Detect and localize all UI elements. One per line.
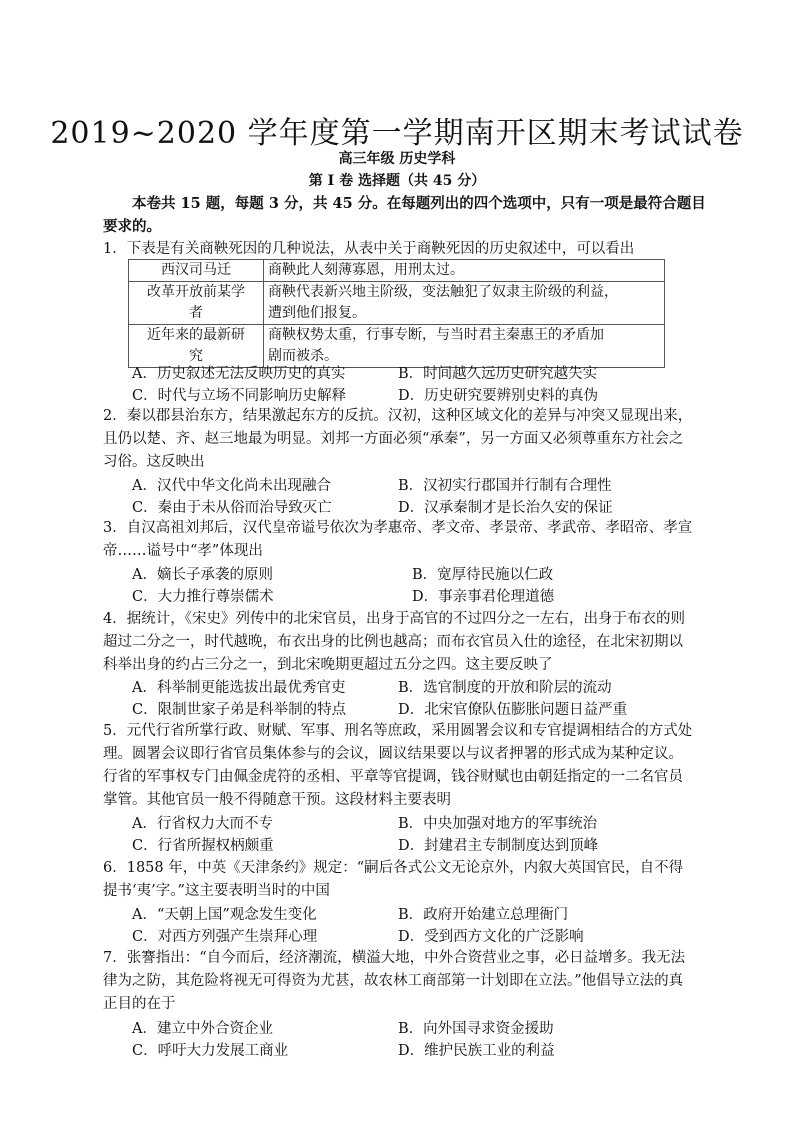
grade-subject: 高三年级 历史学科 [338, 151, 456, 167]
table-cell-source [129, 260, 264, 282]
q6-option-b[interactable]: B．政府开始建立总理衙门 [398, 907, 569, 923]
q3-stem-line-1: 3．自汉高祖刘邦后，汉代皇帝谥号依次为孝惠帝、孝文帝、孝景帝、孝武帝、孝昭帝、孝宣 [103, 520, 693, 536]
q6-stem-line-2: 提书‘夷’字。”这主要表明当时的中国 [103, 883, 330, 899]
table-row [129, 260, 665, 282]
q7-option-a[interactable]: A．建立中外合资企业 [132, 1021, 273, 1037]
q6-option-c[interactable]: C．对西方列强产生崇拜心理 [132, 929, 318, 945]
table-cell-view [264, 260, 665, 282]
q3-option-d[interactable]: D．事亲事君伦理道德 [412, 589, 555, 605]
q2-stem-line-1: 2．秦以郡县治东方，结果激起东方的反抗。汉初，这种区域文化的差异与冲突又显现出来， [103, 408, 693, 424]
cell-text: 改革开放前某学 [147, 284, 245, 300]
q7-stem-line-3: 正目的在于 [103, 996, 176, 1012]
table-cell-source [129, 282, 264, 325]
instructions-line-1: 本卷共 15 题，每题 3 分，共 45 分。在每题列出的四个选项中，只有一项是最符合题目 [132, 195, 706, 212]
q4-stem-line-2: 超过二分之一，时代越晚，布衣出身的比例也越高；而布衣官员入仕的途径，在北宋初期以 [103, 634, 683, 650]
q5-stem-line-3: 行省的军事权专门由佩金虎符的丞相、平章等官提调，钱谷财赋也由朝廷指定的一二名官员 [103, 769, 683, 785]
q5-option-c[interactable]: C．行省所握权柄颇重 [132, 838, 274, 854]
q1-option-a[interactable]: A．历史叙述无法反映历史的真实 [132, 366, 346, 382]
q3-stem-line-2: 帝……谥号中“孝”体现出 [103, 543, 263, 559]
table-row [129, 282, 665, 325]
q7-option-b[interactable]: B．向外国寻求资金援助 [398, 1021, 554, 1037]
q5-stem-line-1: 5．元代行省所掌行政、财赋、军事、刑名等庶政，采用圆署会议和专官提调相结合的方式处 [103, 723, 693, 739]
q1-option-d[interactable]: D．历史研究要辨别史料的真伪 [398, 388, 599, 404]
q5-stem-line-4: 掌管。其他官员一般不得随意干预。这段材料主要表明 [103, 792, 451, 808]
cell-text: 遭到他们报复。 [268, 305, 366, 321]
q4-option-a[interactable]: A．科举制更能选拔出最优秀官吏 [132, 680, 346, 696]
q2-option-d[interactable]: D．汉承秦制才是长治久安的保证 [398, 500, 613, 516]
q2-option-a[interactable]: A．汉代中华文化尚未出现融合 [132, 478, 331, 494]
q6-option-d[interactable]: D．受到西方文化的广泛影响 [398, 929, 584, 945]
q1-source-table [128, 259, 665, 368]
cell-text: 商鞅代表新兴地主阶级，变法触犯了奴隶主阶级的利益， [268, 284, 618, 300]
cell-text: 近年来的最新研 [147, 327, 245, 343]
q4-option-c[interactable]: C．限制世家子弟是科举制的特点 [132, 702, 347, 718]
cell-text: 商鞅此人刻薄寡恩，用刑太过。 [268, 262, 464, 278]
table-cell-view [264, 282, 665, 325]
q6-stem-line-1: 6．1858 年，中英《天津条约》规定：“嗣后各式公文无论京外，内叙大英国官民，自不得 [103, 860, 684, 876]
q5-option-a[interactable]: A．行省权力大而不专 [132, 816, 273, 832]
instructions-line-2: 要求的。 [103, 218, 161, 235]
table-cell-view [264, 325, 665, 368]
exam-title: 2019~2020 学年度第一学期南开区期末考试试卷 [50, 116, 744, 151]
section-heading: 第 I 卷 选择题（共 45 分） [308, 173, 486, 189]
q3-option-c[interactable]: C．大力推行尊崇儒术 [132, 589, 274, 605]
instructions [103, 192, 723, 238]
q2-option-c[interactable]: C．秦由于未从俗而治导致灭亡 [132, 500, 332, 516]
q5-option-b[interactable]: B．中央加强对地方的军事统治 [398, 816, 598, 832]
q6-option-a[interactable]: A．“天朝上国”观念发生变化 [132, 907, 317, 923]
q5-stem-line-2: 理。圆署会议即行省官员集体参与的会议，圆议结果要以与议者押署的形式成为某种定议。 [103, 746, 683, 762]
q1-option-c[interactable]: C．时代与立场不同影响历史解释 [132, 388, 347, 404]
cell-text: 商鞅权势太重，行事专断，与当时君主秦惠王的矛盾加 [268, 327, 604, 343]
q3-option-a[interactable]: A．嫡长子承袭的原则 [132, 567, 273, 583]
q7-stem-line-1: 7．张謇指出：“自今而后，经济潮流，横溢大地，中外合资营业之事，必日益增多。我无法 [103, 950, 686, 966]
cell-text: 者 [189, 305, 203, 321]
q7-stem-line-2: 律为之防，其危险将视无可得资为尤甚，故农林工商部第一计划即在立法。”他倡导立法的真 [103, 973, 684, 989]
q1-stem-line-1: 1．下表是有关商鞅死因的几种说法，从表中关于商鞅死因的历史叙述中，可以看出 [103, 241, 635, 257]
q2-stem-line-3: 习俗。这反映出 [103, 454, 205, 470]
q2-option-b[interactable]: B．汉初实行郡国并行制有合理性 [398, 478, 612, 494]
cell-text: 西汉司马迁 [161, 262, 231, 278]
q5-option-d[interactable]: D．封建君主专制制度达到顶峰 [398, 838, 599, 854]
q1-option-b[interactable]: B．时间越久远历史研究越失实 [398, 366, 598, 382]
q4-stem-line-3: 科举出身的约占三分之一，到北宋晚期更超过五分之四。这主要反映了 [103, 657, 553, 673]
table-row [129, 325, 665, 368]
q7-option-d[interactable]: D．维护民族工业的利益 [398, 1043, 555, 1059]
q2-stem-line-2: 且仍以楚、齐、赵三地最为明显。刘邦一方面必须“承秦”，另一方面又必须尊重东方社会之 [103, 431, 684, 447]
q4-option-d[interactable]: D．北宋官僚队伍膨胀问题日益严重 [398, 702, 628, 718]
q4-stem-line-1: 4．据统计，《宋史》列传中的北宋官员，出身于高官的不过四分之一左右，出身于布衣的则 [103, 611, 685, 627]
table-cell-source [129, 325, 264, 368]
cell-text: 剧而被杀。 [268, 348, 338, 364]
q7-option-c[interactable]: C．呼吁大力发展工商业 [132, 1043, 289, 1059]
q4-option-b[interactable]: B．选官制度的开放和阶层的流动 [398, 680, 612, 696]
q3-option-b[interactable]: B．宽厚待民施以仁政 [412, 567, 554, 583]
cell-text: 究 [189, 348, 203, 364]
